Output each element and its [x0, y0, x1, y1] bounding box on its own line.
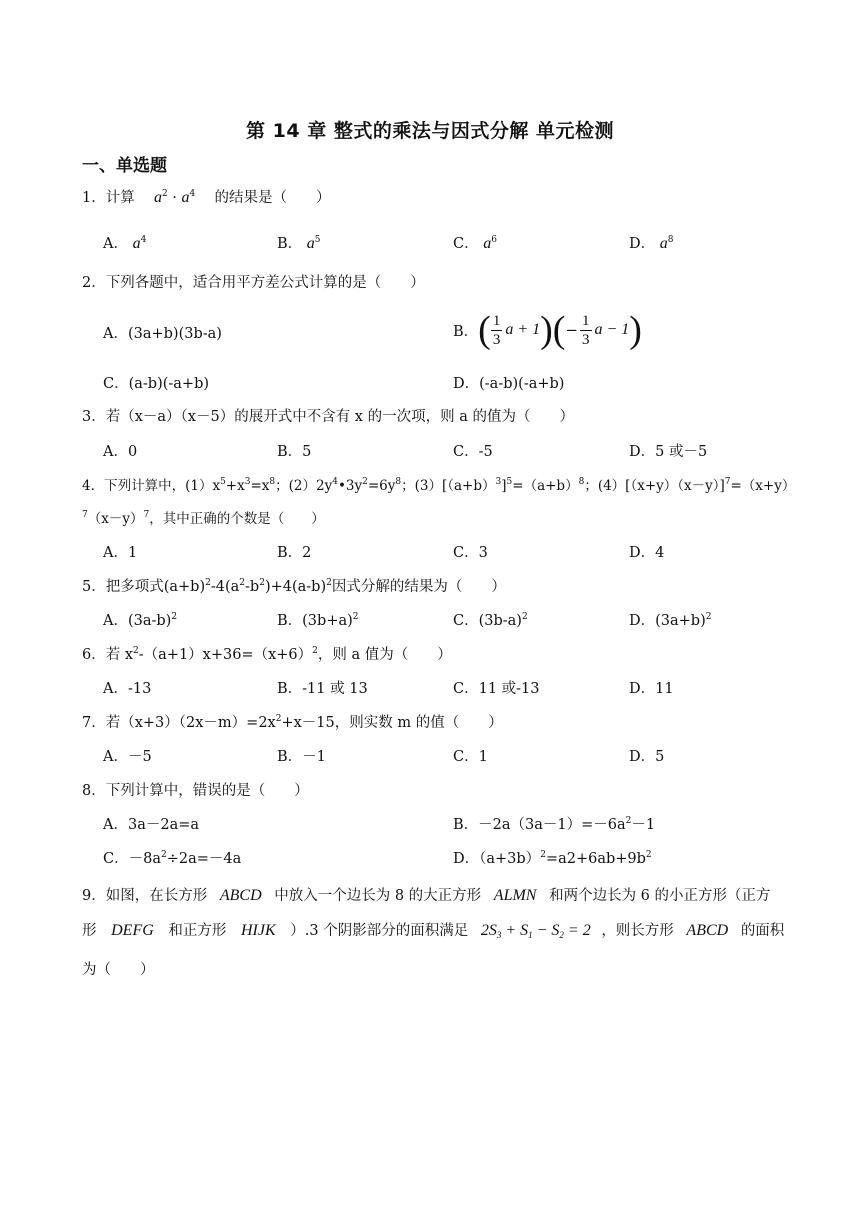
option-text: C．(3b-a)	[453, 613, 522, 629]
q4-sup: 5	[220, 477, 226, 487]
q7-option-b[interactable]: B．－1	[277, 749, 326, 765]
q7-option-c[interactable]: C．1	[453, 749, 488, 765]
q8-option-a[interactable]: A．3a－2a=a	[103, 817, 200, 833]
question-9-line1	[82, 884, 771, 905]
option-base: a	[132, 235, 141, 252]
question-3-stem: 3．若（x－a）（x－5）的展开式中不含有 x 的一次项，则 a 的值为（ ）	[82, 409, 574, 425]
option-text: =a2+6ab+9b	[545, 851, 646, 867]
option-label: C．	[453, 236, 479, 252]
q4-sup: 8	[395, 477, 402, 487]
frac-den: 3	[492, 331, 501, 348]
option-base: a	[306, 235, 315, 252]
q4-sup: 7	[82, 510, 88, 520]
option-sup: 2	[540, 850, 546, 860]
q6-option-c[interactable]: C．11 或-13	[453, 681, 540, 697]
q4-text: =x	[250, 478, 270, 494]
q5-option-a[interactable]	[103, 609, 177, 630]
option-text: B．－2a（3a－1）=－6a	[453, 817, 626, 833]
eq-sub: 3	[496, 930, 502, 940]
page-title: 第 14 章 整式的乘法与因式分解 单元检测	[246, 120, 614, 142]
q2-part2: a − 1	[594, 321, 630, 338]
question-4-stem-line1	[82, 474, 795, 494]
q2-left-paren-2: (	[552, 309, 566, 351]
q9-text: 的面积	[740, 923, 785, 939]
q4-text: ；(2）2y	[275, 478, 333, 494]
q5-text: )+4(a-b)	[264, 579, 327, 595]
q6-option-a[interactable]: A．-13	[103, 681, 152, 697]
q1-exp-2: 2	[161, 189, 168, 199]
eq-sub: 2	[559, 930, 564, 940]
option-text: A．(3a-b)	[103, 613, 172, 629]
q6-sup: 2	[312, 646, 318, 656]
q4-text: 4．下列计算中，(1）x	[82, 478, 221, 494]
q9-var-defg: DEFG	[111, 922, 154, 939]
eq-part: 2S	[480, 922, 497, 939]
q4-option-b[interactable]: B．2	[277, 545, 312, 561]
q2-minus: −	[565, 321, 578, 339]
frac-num: 1	[582, 312, 590, 329]
q6-option-d[interactable]: D．11	[629, 681, 674, 697]
q4-sup: 4	[332, 477, 338, 487]
q9-var-almn: ALMN	[493, 887, 537, 904]
q3-option-c[interactable]: C．-5	[453, 444, 493, 460]
q9-var-hijk: HIJK	[240, 922, 276, 939]
q5-text: -4(a	[210, 579, 240, 595]
option-text: ÷2a=－4a	[166, 851, 242, 867]
q1-suffix: 的结果是（ ）	[214, 190, 331, 206]
q5-option-c[interactable]	[453, 609, 528, 630]
option-exp: 5	[314, 235, 321, 245]
option-text: C．－8a	[103, 851, 161, 867]
q1-option-c[interactable]	[453, 232, 497, 253]
q4-sup: 5	[506, 477, 513, 487]
eq-sub: 1	[528, 930, 533, 940]
q9-text: 和两个边长为 6 的小正方形（正方	[549, 888, 771, 904]
q6-text: ，则 a 值为（ ）	[317, 647, 452, 663]
q1-option-d[interactable]	[629, 232, 673, 253]
q2-part1: a + 1	[505, 321, 541, 338]
q4-sup: 7	[724, 477, 731, 487]
q8-option-b[interactable]	[453, 813, 655, 834]
q7-text: 7．若（x+3）（2x－m）=2x	[82, 715, 276, 731]
option-text: D．（a+3b）	[453, 851, 541, 867]
option-label: B．	[453, 323, 479, 340]
q3-option-b[interactable]: B．5	[277, 444, 312, 460]
option-sup: 2	[171, 612, 178, 622]
q5-sup: 2	[326, 578, 332, 588]
q2-option-a[interactable]: A．(3a+b)(3b-a)	[103, 326, 222, 342]
q5-sup: 2	[205, 578, 211, 588]
option-text: D．(3a+b)	[629, 613, 706, 629]
q1-option-a[interactable]	[103, 232, 146, 253]
q4-sup: 2	[362, 477, 368, 487]
option-exp: 6	[491, 235, 497, 245]
q4-sup: 3	[495, 477, 502, 487]
q5-text: -b	[245, 579, 260, 595]
q9-text: 形	[82, 923, 97, 939]
q4-option-c[interactable]: C．3	[453, 545, 488, 561]
option-base: a	[659, 235, 668, 252]
q2-option-c[interactable]: C．(a-b)(-a+b)	[103, 376, 210, 392]
q7-text: +x－15，则实数 m 的值（ ）	[281, 715, 503, 731]
q1-exp-4: 4	[189, 189, 196, 199]
q4-text: •3y	[337, 478, 363, 494]
q9-text: 9．如图，在长方形	[82, 888, 208, 904]
question-9-line2	[82, 919, 784, 940]
question-6-stem	[82, 643, 452, 664]
option-sup: 2	[521, 612, 528, 622]
option-sup: 2	[160, 850, 167, 860]
q2-right-paren: )	[540, 309, 553, 351]
q5-text: 因式分解的结果为（ ）	[331, 579, 506, 595]
q2-option-b[interactable]	[453, 308, 642, 352]
q1-dot: ·	[172, 190, 177, 206]
q4-text: =6y	[367, 478, 396, 494]
q3-option-d[interactable]: D．5 或－5	[629, 444, 708, 460]
question-4-stem-line2	[82, 507, 325, 527]
q4-sup: 8	[578, 477, 585, 487]
q8-option-d[interactable]	[453, 847, 652, 868]
q2-right-paren-2: )	[629, 309, 642, 351]
q4-text: ；(4）[（x+y）（x－y）]	[584, 478, 725, 494]
option-sup: 2	[352, 612, 359, 622]
q7-option-d[interactable]: D．5	[629, 749, 665, 765]
q5-sup: 2	[259, 578, 265, 588]
option-label: D．	[629, 236, 656, 252]
q2-fraction-1	[491, 312, 503, 349]
q2-left-paren: (	[478, 309, 491, 351]
q1-prefix: 1．计算	[82, 190, 135, 206]
q9-text: 和正方形	[168, 923, 227, 939]
q3-option-a[interactable]: A．0	[103, 444, 138, 460]
q1-option-b[interactable]	[277, 232, 321, 253]
q5-sup: 2	[239, 578, 246, 588]
q5-option-d[interactable]	[629, 609, 711, 630]
q4-option-a[interactable]: A．1	[103, 545, 138, 561]
q4-sup: 3	[244, 477, 251, 487]
option-sup: 2	[625, 816, 632, 826]
option-base: a	[483, 235, 492, 252]
question-2-stem: 2．下列各题中，适合用平方差公式计算的是（ ）	[82, 275, 425, 291]
q9-text: 中放入一个边长为 8 的大正方形	[274, 888, 482, 904]
q5-option-b[interactable]	[277, 609, 359, 630]
q4-sup: 8	[269, 477, 276, 487]
q9-equation	[481, 922, 591, 939]
q4-sup: 7	[143, 510, 150, 520]
question-9-line3: 为（ ）	[82, 962, 155, 978]
q4-text: ]	[501, 478, 507, 494]
q2-fraction-2	[580, 312, 592, 349]
option-label: B．	[277, 236, 303, 252]
question-1-stem	[82, 186, 330, 207]
q7-sup: 2	[275, 714, 282, 724]
eq-part: = 2	[563, 922, 591, 939]
q4-text: ；(3）[（a+b）	[401, 478, 496, 494]
option-text: B．(3b+a)	[277, 613, 353, 629]
q2-option-d[interactable]: D．(-a-b)(-a+b)	[453, 376, 565, 392]
option-sup: 2	[645, 850, 652, 860]
eq-part: − S	[532, 922, 560, 939]
q9-text: ）.3 个阴影部分的面积满足	[290, 923, 469, 939]
q4-text: =（a+b）	[512, 478, 579, 494]
option-label: A．	[103, 236, 128, 252]
q5-text: 5．把多项式(a+b)	[82, 579, 206, 595]
frac-num: 1	[492, 312, 501, 329]
q9-text: ，则长方形	[601, 923, 674, 939]
question-5-stem	[82, 575, 506, 596]
q4-text: =（x+y）	[730, 478, 796, 494]
frac-den: 3	[582, 331, 590, 348]
q6-option-b[interactable]: B．-11 或 13	[277, 681, 368, 697]
q1-term-a2: a	[181, 189, 190, 206]
option-sup: 2	[705, 612, 712, 622]
question-7-stem	[82, 711, 503, 732]
q9-var-abcd: ABCD	[219, 887, 262, 904]
q4-text: （x－y）	[87, 511, 144, 527]
q4-text: ，其中正确的个数是（ ）	[149, 511, 325, 527]
q4-option-d[interactable]: D．4	[629, 545, 665, 561]
q9-var-abcd: ABCD	[686, 922, 729, 939]
q8-option-c[interactable]	[103, 847, 241, 868]
q4-text: +x	[225, 478, 245, 494]
q6-text: 6．若 x	[82, 647, 134, 663]
q7-option-a[interactable]: A．－5	[103, 749, 152, 765]
q6-text: -（a+1）x+36=（x+6）	[138, 647, 313, 663]
option-text: －1	[631, 817, 656, 833]
option-exp: 4	[140, 235, 147, 245]
eq-part: + S	[501, 922, 529, 939]
question-8-stem: 8．下列计算中，错误的是（ ）	[82, 783, 309, 799]
q6-sup: 2	[133, 646, 139, 656]
option-exp: 8	[667, 235, 674, 245]
q1-term-a: a	[153, 189, 162, 206]
section-heading: 一、单选题	[82, 156, 167, 176]
